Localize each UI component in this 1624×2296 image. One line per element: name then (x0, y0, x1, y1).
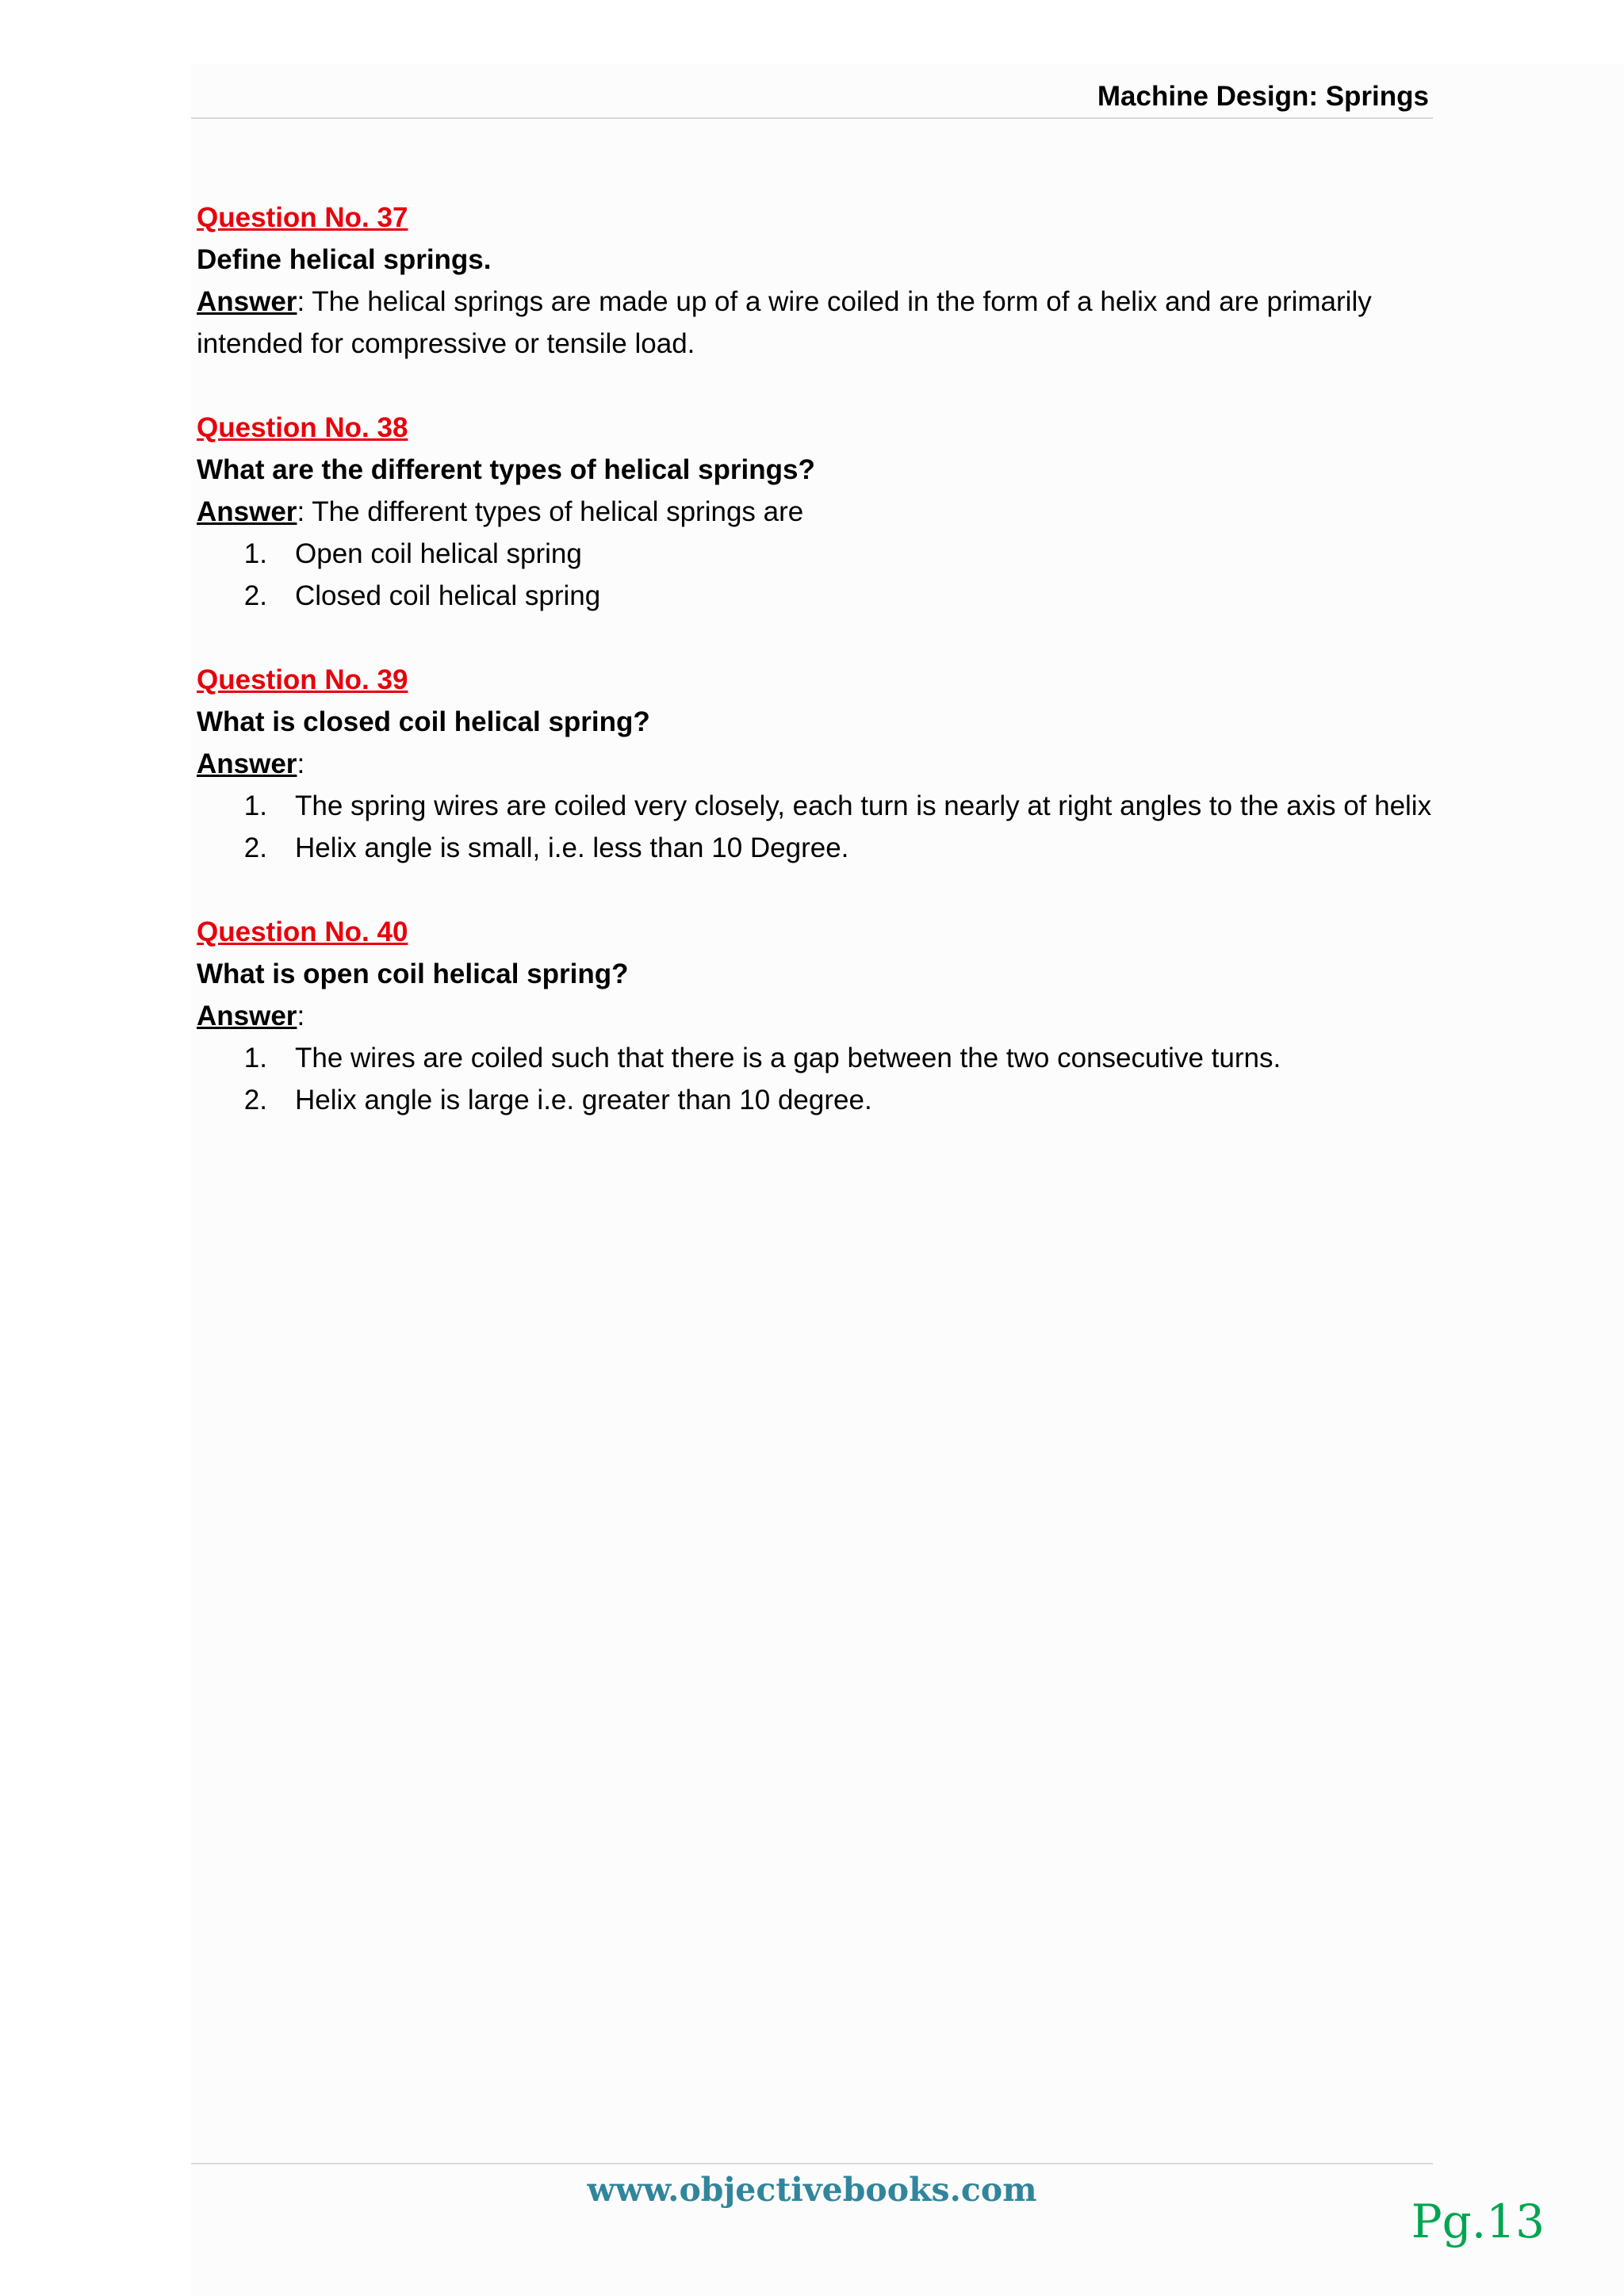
list-item (197, 575, 1434, 617)
question-text: What are the different types of helical springs? (197, 454, 815, 485)
question-text: Define helical springs. (197, 244, 492, 275)
question-text: What is closed coil helical spring? (197, 706, 650, 737)
answer-list (197, 533, 1434, 617)
list-item-text: Helix angle is small, i.e. less than 10 Degree. (295, 832, 849, 863)
list-item-text: The spring wires are coiled very closely, each turn is nearly at right angles to the axis of helix (295, 790, 1432, 821)
question-number: Question No. 39 (197, 664, 408, 695)
footer-divider (191, 2163, 1433, 2164)
list-item-number: 1. (243, 1043, 267, 1073)
answer-list (197, 1037, 1434, 1121)
question-block-38 (197, 407, 1434, 617)
list-item-number: 2. (243, 580, 267, 611)
document-body (197, 197, 1434, 1163)
answer-list (197, 785, 1434, 869)
question-number: Question No. 38 (197, 412, 408, 443)
answer (197, 743, 1434, 785)
answer-text: : The different types of helical springs are (297, 496, 804, 527)
header-title: Machine Design: Springs (1097, 81, 1429, 112)
list-item (197, 1037, 1434, 1079)
list-item-number: 1. (243, 790, 267, 821)
answer-label: Answer (197, 1001, 297, 1031)
answer (197, 281, 1434, 365)
answer-label: Answer (197, 748, 297, 779)
answer-label: Answer (197, 496, 297, 527)
question-number: Question No. 37 (197, 202, 408, 233)
list-item (197, 827, 1434, 869)
question-block-39 (197, 659, 1434, 869)
answer (197, 491, 1434, 533)
list-item-text: Closed coil helical spring (295, 580, 601, 611)
answer-label: Answer (197, 286, 297, 317)
question-block-40 (197, 911, 1434, 1121)
question-number: Question No. 40 (197, 916, 408, 947)
list-item-number: 1. (243, 538, 267, 569)
answer (197, 995, 1434, 1037)
answer-text: : (297, 1001, 305, 1031)
page-number: Pg.13 (1411, 2195, 1545, 2248)
list-item-text: Open coil helical spring (295, 538, 582, 569)
list-item-number: 2. (243, 1085, 267, 1115)
footer-url-link[interactable]: www.objectivebooks.com (587, 2171, 1037, 2209)
list-item-number: 2. (243, 832, 267, 863)
list-item-text: The wires are coiled such that there is a gap between the two consecutive turns. (295, 1043, 1281, 1073)
list-item (197, 1079, 1434, 1121)
page-header (191, 76, 1433, 119)
list-item-text: Helix angle is large i.e. greater than 10 degree. (295, 1085, 872, 1115)
question-text: What is open coil helical spring? (197, 959, 629, 989)
question-block-37 (197, 197, 1434, 365)
list-item (197, 533, 1434, 575)
answer-text: : (297, 748, 305, 779)
list-item (197, 785, 1434, 827)
answer-text: : The helical springs are made up of a wire coiled in the form of a helix and are primarily intended for compressive or tensile load. (197, 286, 1372, 359)
